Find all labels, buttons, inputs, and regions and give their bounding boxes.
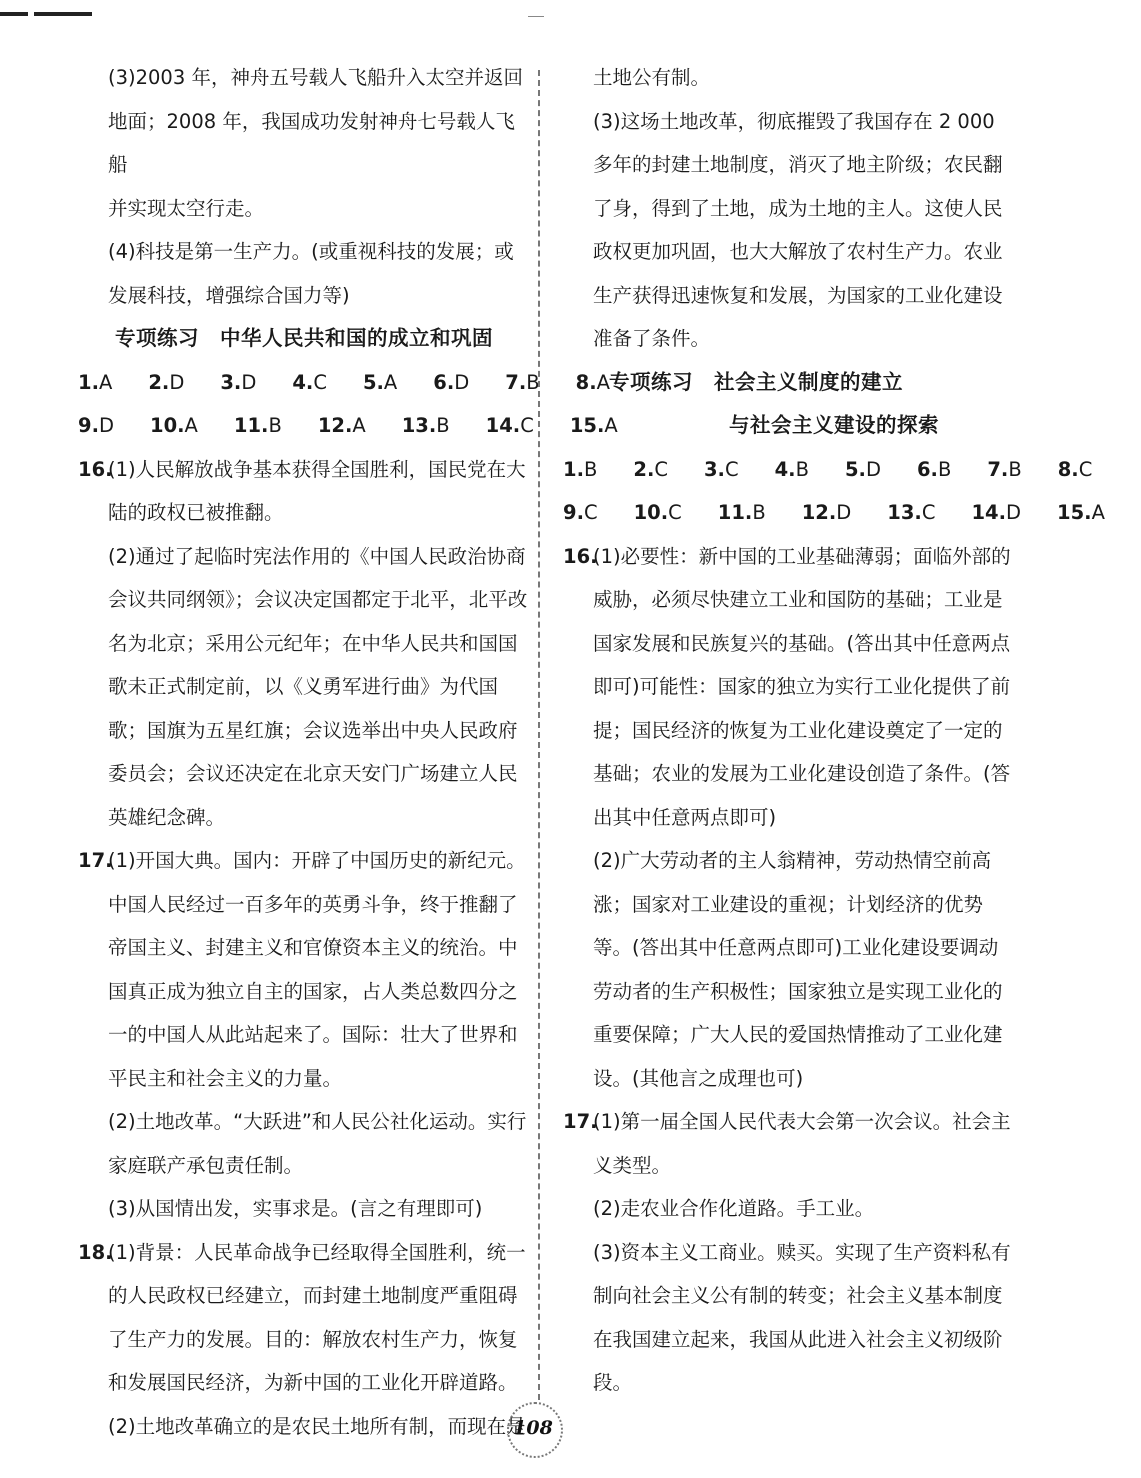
page-number-text: 108 [513,1417,553,1439]
question-17-part2: (2)走农业合作化道路。手工业。 [593,1197,875,1220]
line: 地面；2008 年，我国成功发射神舟七号载人飞船 [108,109,515,176]
column-divider [538,70,540,1400]
question-16: 16.(1)人民解放战争基本获得全国胜利，国民党在大陆的政权已被推翻。 [78,457,526,524]
line: (3)2003 年，神舟五号载人飞船升入太空并返回 [108,66,523,89]
line: (4)科技是第一生产力。(或重视科技的发展；或 [108,240,514,263]
mc-answers-row1: 1.B 2.C 3.C 4.B 5.D 6.B 7.B 8.C [563,457,1093,481]
question-16-part2: (2)广大劳动者的主人翁精神，劳动热情空前高涨；国家对工业建设的重视；计划经济的优势等。(答出其中任意两点即可)工业化建设要调动劳动者的生产积极性；国家独立是实现工业化的重要保障；广大人民的爱国热情推动了工业化建设。(其他言之成理也可) [593,849,1003,1090]
question-18: 18.(1)背景：人民革命战争已经取得全国胜利，统一的人民政权已经建立，而封建土地制度严重阻碍了生产力的发展。目的：解放农村生产力，恢复和发展国民经济，为新中国的工业化开辟道路。 [78,1240,526,1394]
question-17: 17.(1)开国大典。国内：开辟了中国历史的新纪元。中国人民经过一百多年的英勇斗争，终于推翻了帝国主义、封建主义和官僚资本主义的统治。中国真正成为独立自主的国家，占人类总数四分之一的中国人从此站起来了。国际：壮大了世界和平民主和社会主义的力量。 [78,849,526,1090]
mc-answers-row2: 9.C 10.C 11.B 12.D 13.C 14.D 15.A [563,501,1105,524]
page-number [493,1398,573,1458]
header-mark [528,16,544,17]
question-17: 17.(1)第一届全国人民代表大会第一次会议。社会主义类型。 [563,1110,1011,1177]
section-subtitle: 与社会主义建设的探索 [729,413,939,437]
header-rule [0,12,100,16]
question-16: 16.(1)必要性：新中国的工业基础薄弱；面临外部的威胁，必须尽快建立工业和国防的基础；工业是国家发展和民族复兴的基础。(答出其中任意两点即可)可能性：国家的独立为实行工业化提供了前提；国民经济的恢复为工业化建设奠定了一定的基础；农业的发展为工业化建设创造了条件。(答出其中任意两点即可) [563,544,1011,829]
question-17-part3: (3)资本主义工商业。赎买。实现了生产资料私有制向社会主义公有制的转变；社会主义基本制度在我国建立起来，我国从此进入社会主义初级阶段。 [593,1240,1011,1394]
mc-answers-row2: 9.D 10.A 11.B 12.A 13.B 14.C 15.A [78,414,618,437]
question-18-part2: (2)土地改革确立的是农民土地所有制，而现在是 [108,1414,526,1438]
section-title: 专项练习 中华人民共和国的成立和巩固 [115,326,493,350]
left-p2 [78,230,530,317]
line: 并实现太空行走。 [108,196,265,220]
right-column [563,56,1105,1405]
left-p1 [78,56,530,230]
question-17-part2: (2)土地改革。“大跃进”和人民公社化运动。实行家庭联产承包责任制。 [108,1110,527,1177]
line: 发展科技，增强综合国力等) [108,283,350,307]
question-17-part3: (3)从国情出发，实事求是。(言之有理即可) [108,1197,483,1220]
mc-answers-row1: 1.A 2.D 3.D 4.C 5.A 6.D 7.B 8.A [78,370,610,394]
question-16-part2: (2)通过了起临时宪法作用的《中国人民政治协商会议共同纲领》；会议决定国都定于北平，北平改名为北京；采用公元纪年；在中华人民共和国国歌未正式制定前，以《义勇军进行曲》为代国歌；国旗为五星红旗；会议选举出中央人民政府委员会；会议还决定在北京天安门广场建立人民英雄纪念碑。 [108,544,528,829]
question-18-part3: (3)这场土地改革，彻底摧毁了我国存在 2 000 多年的封建土地制度，消灭了地主阶级；农民翻了身，得到了土地，成为土地的主人。这使人民政权更加巩固，也大大解放了农村生产力。农业生产获得迅速恢复和发展，为国家的工业化建设准备了条件。 [593,109,1003,350]
question-18-part2-continued: 土地公有制。 [593,66,711,89]
section-title: 专项练习 社会主义制度的建立 [609,369,903,394]
